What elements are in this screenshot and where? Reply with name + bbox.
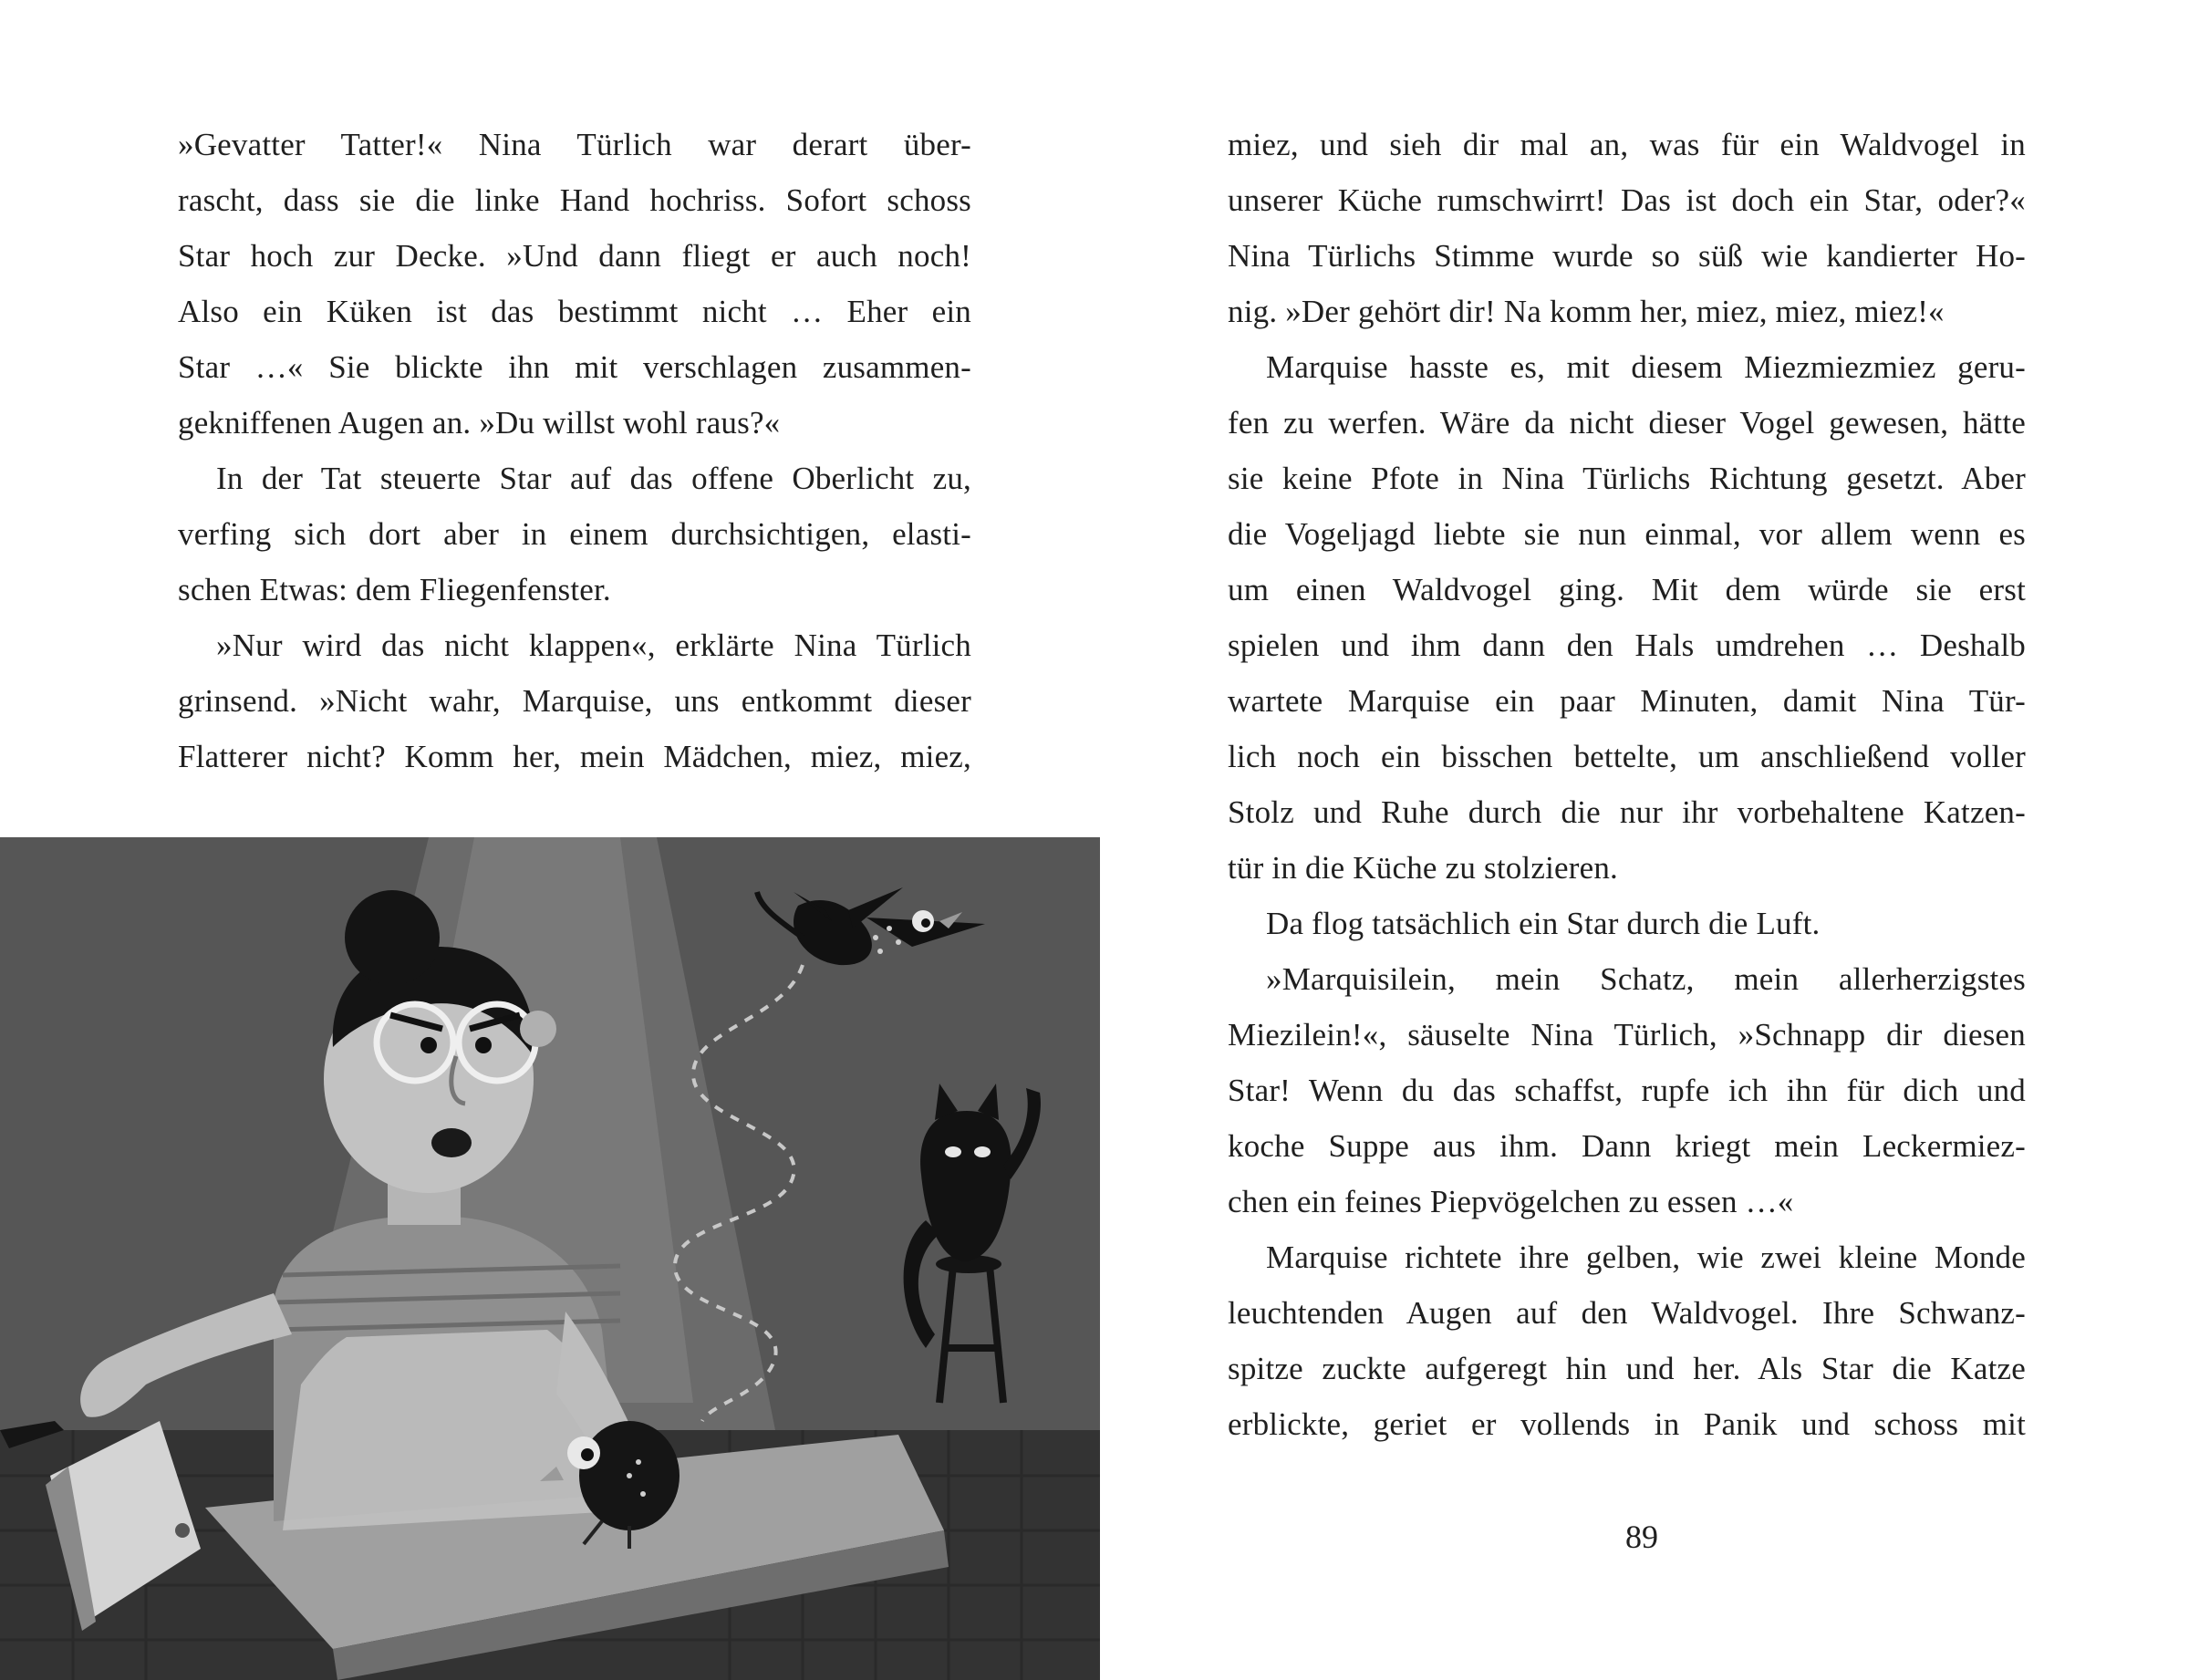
text-line: schen Etwas: dem Fliegenfenster. [178,572,611,607]
text-line: lich noch ein bisschen bettelte, um anschließend voller [1228,739,2026,774]
text-line: erblickte, geriet er vollends in Panik und schoss mit [1228,1406,2026,1442]
text-line: rascht, dass sie die linke Hand hochriss. Sofort schoss [178,182,971,218]
text-line: wartete Marquise ein paar Minuten, damit Nina Tür- [1228,683,2026,719]
text-line: unserer Küche rumschwirrt! Das ist doch ein Star, oder?« [1228,182,2026,218]
page-number: 89 [1625,1519,1658,1555]
text-line: um einen Waldvogel ging. Mit dem würde sie erst [1228,572,2026,607]
text-line: Marquise richtete ihre gelben, wie zwei kleine Monde [1266,1239,2026,1275]
text-line: Miezilein!«, säuselte Nina Türlich, »Schnapp dir diesen [1228,1017,2026,1053]
illustration-artwork [0,837,1100,1680]
text-line: fen zu werfen. Wäre da nicht dieser Vogel gewesen, hätte [1228,405,2026,441]
text-line: Da flog tatsächlich ein Star durch die Luft. [1266,906,1821,941]
text-line: Nina Türlichs Stimme wurde so süß wie kandierter Ho- [1228,238,2026,274]
text-line: verfing sich dort aber in einem durchsichtigen, elasti- [178,516,971,552]
text-line: sie keine Pfote in Nina Türlichs Richtung gesetzt. Aber [1228,461,2026,496]
text-line: leuchtenden Augen auf den Waldvogel. Ihre Schwanz- [1228,1295,2026,1331]
text-line: Stolz und Ruhe durch die nur ihr vorbehaltene Katzen- [1228,794,2026,830]
text-line: spielen und ihm dann den Hals umdrehen … Deshalb [1228,627,2026,663]
text-line: miez, und sieh dir mal an, was für ein Waldvogel in [1228,127,2026,162]
text-line: spitze zuckte aufgeregt hin und her. Als Star die Katze [1228,1351,2026,1386]
text-line: »Marquisilein, mein Schatz, mein allerherzigstes [1266,961,2026,997]
text-line: chen ein feines Piepvögelchen zu essen …« [1228,1184,1794,1219]
text-line: grinsend. »Nicht wahr, Marquise, uns entkommt dieser [178,683,971,719]
text-line: Star hoch zur Decke. »Und dann fliegt er auch noch! [178,238,971,274]
text-line: nig. »Der gehört dir! Na komm her, miez, miez, miez!« [1228,294,1945,329]
text-line: »Gevatter Tatter!« Nina Türlich war derart über- [178,127,971,162]
text-line: Flatterer nicht? Komm her, mein Mädchen, miez, miez, [178,739,971,774]
text-line: In der Tat steuerte Star auf das offene Oberlicht zu, [216,461,971,496]
text-line: gekniffenen Augen an. »Du willst wohl raus?« [178,405,781,441]
text-line: Star! Wenn du das schaffst, rupfe ich ihn für dich und [1228,1073,2026,1108]
text-line: tür in die Küche zu stolzieren. [1228,850,1618,886]
text-line: »Nur wird das nicht klappen«, erklärte Nina Türlich [216,627,971,663]
text-line: Also ein Küken ist das bestimmt nicht … Eher ein [178,294,971,329]
text-line: koche Suppe aus ihm. Dann kriegt mein Leckermiez- [1228,1128,2026,1164]
text-line: die Vogeljagd liebte sie nun einmal, vor allem wenn es [1228,516,2026,552]
right-page-text [1228,117,2026,1452]
text-line: Marquise hasste es, mit diesem Miezmiezmiez geru- [1266,349,2026,385]
text-line: Star …« Sie blickte ihn mit verschlagen zusammen- [178,349,971,385]
kitchen-illustration [0,837,1100,1680]
left-page-text [178,117,971,784]
